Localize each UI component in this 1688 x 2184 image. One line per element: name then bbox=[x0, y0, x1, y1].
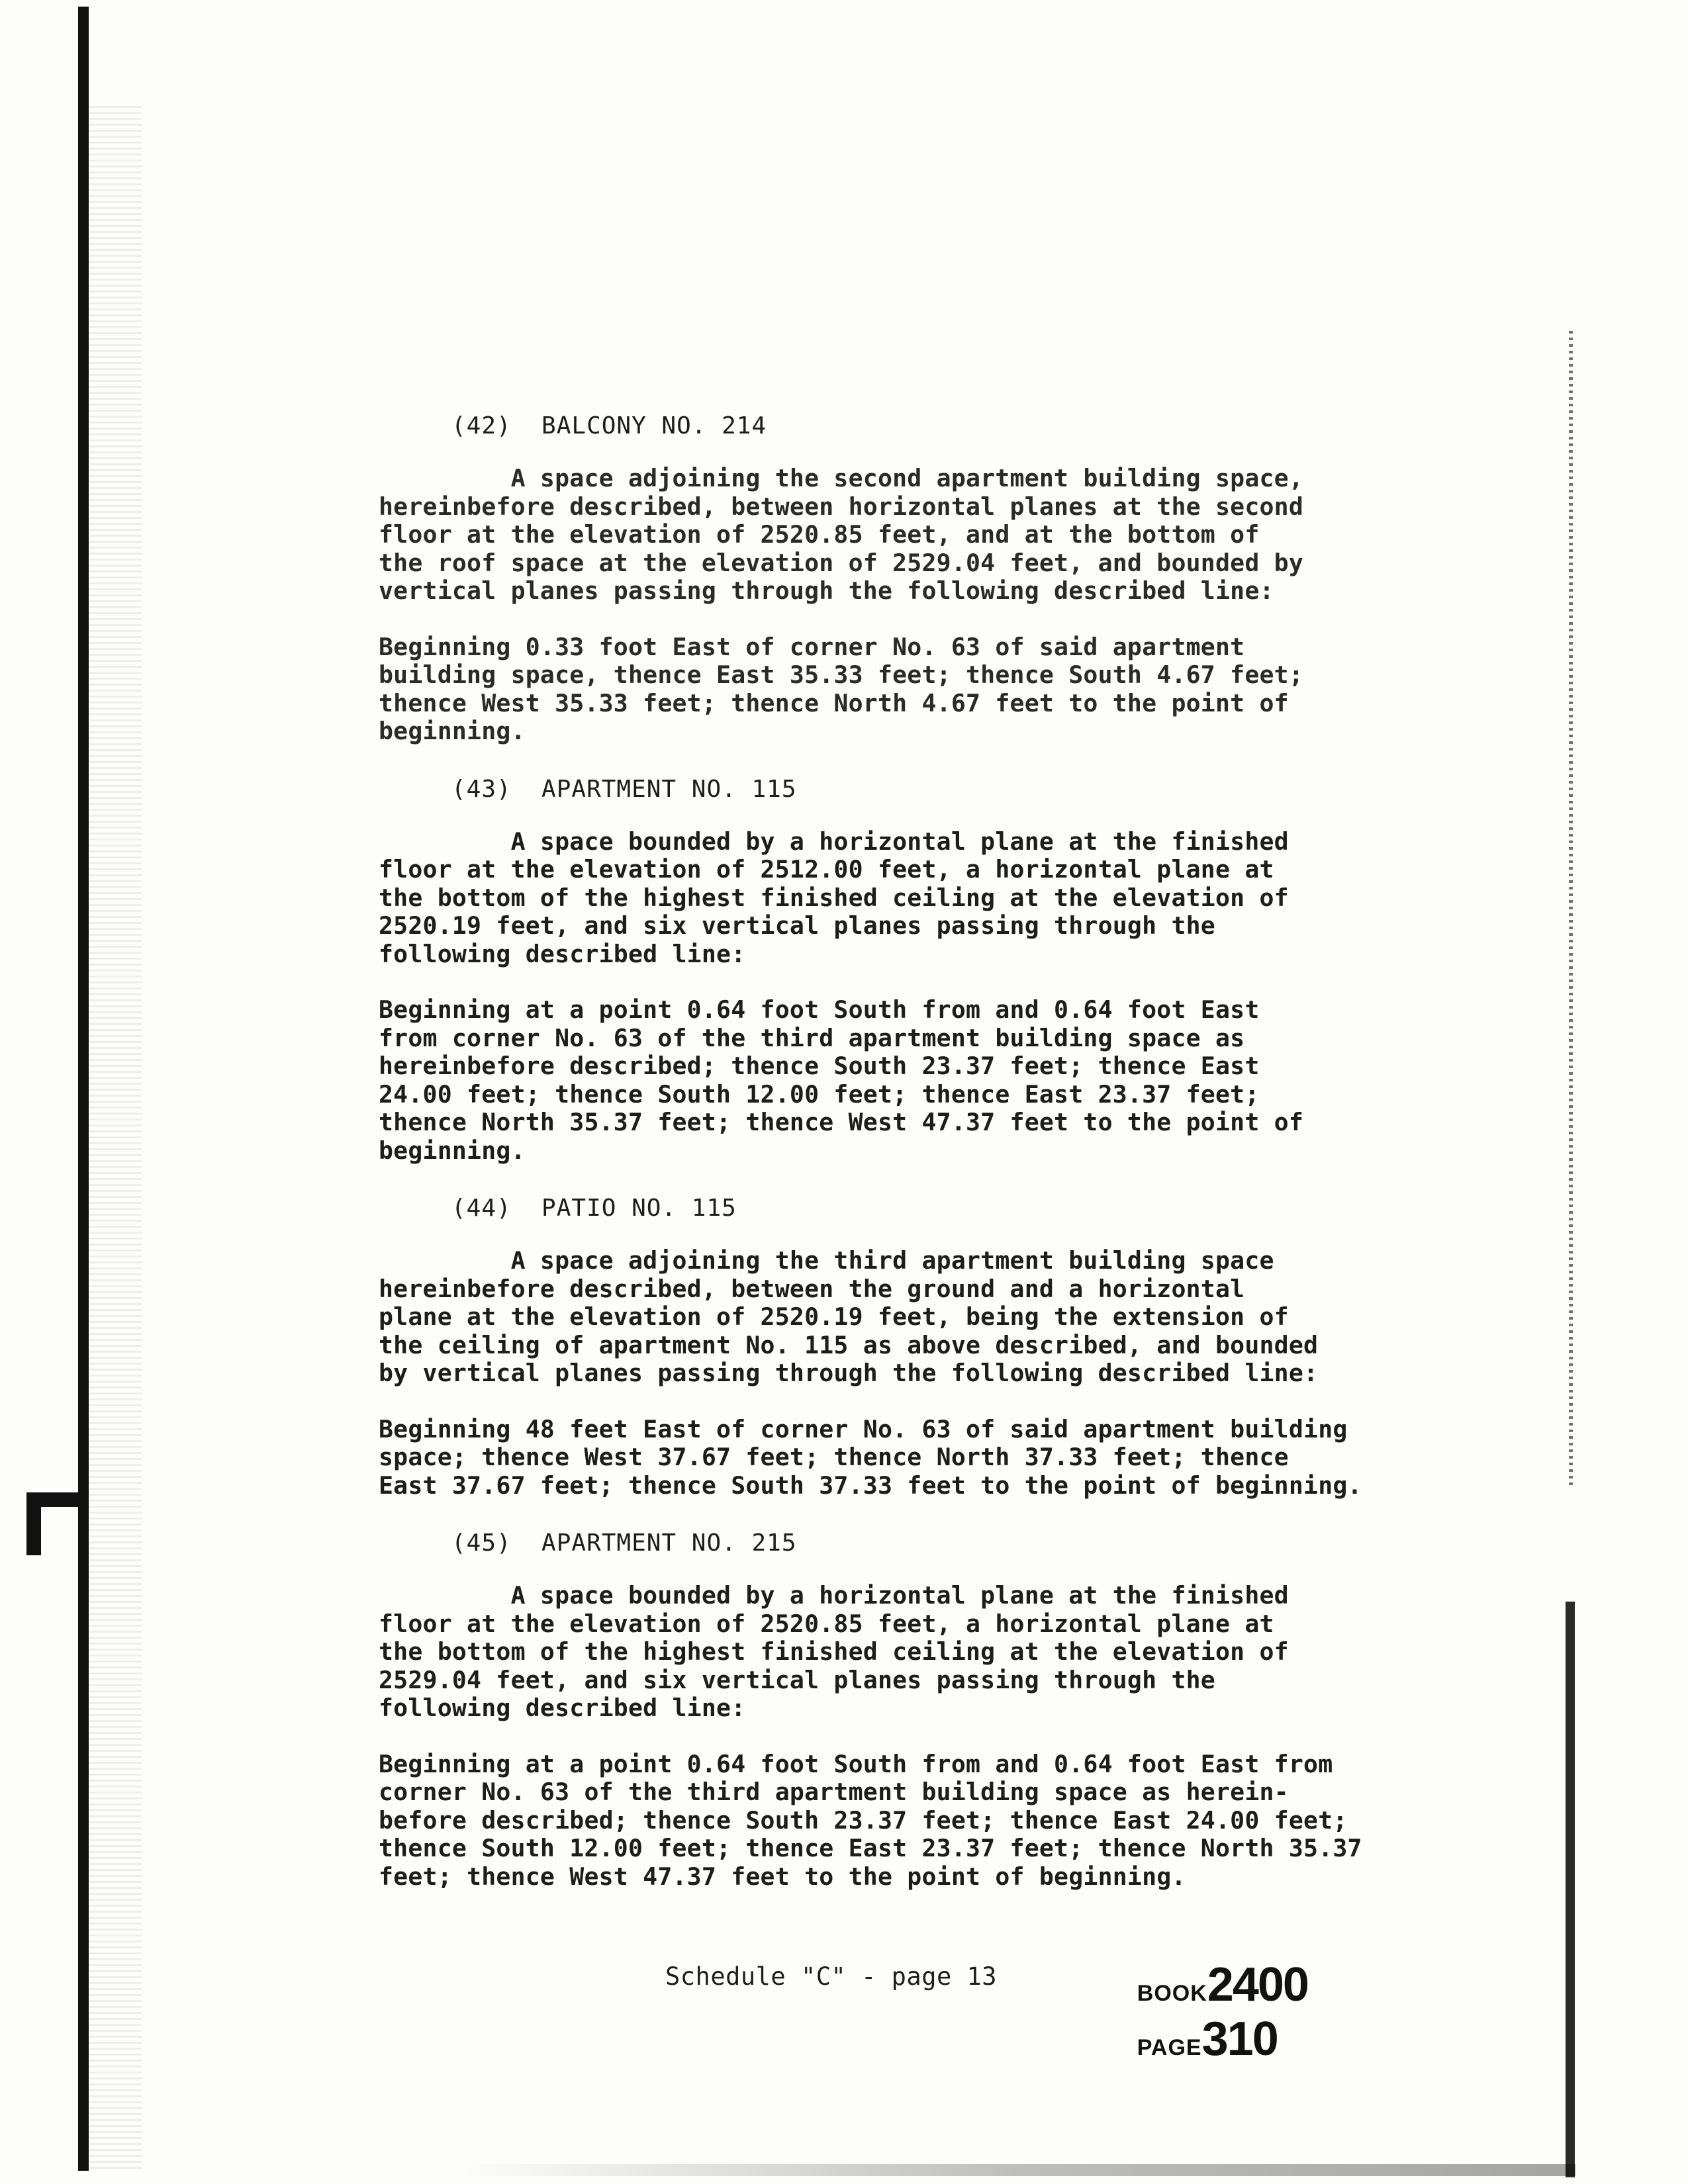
scan-smudge bbox=[463, 2164, 1575, 2176]
section-heading: (45) APARTMENT NO. 215 bbox=[451, 1529, 797, 1557]
scan-edge bbox=[1566, 1602, 1575, 2177]
section-boundary: Beginning at a point 0.64 foot South from and 0.64 foot East from corner No. 63 of the third apartment building space as herein- before described; thence South 23.37 feet; thence East 24.00 feet; thence South 12.00 feet; thence East 23.37 feet; thence North 35.37 feet; thence West 47.37 feet to the point of beginning. bbox=[379, 1749, 1362, 1891]
clip-mark bbox=[26, 1492, 41, 1555]
book-number: 2400 bbox=[1207, 1958, 1308, 2011]
section-boundary: Beginning at a point 0.64 foot South from and 0.64 foot East from corner No. 63 of the third apartment building space as hereinbefore described; thence South 23.37 feet; thence East 24.00 feet; thence South 12.00 feet; thence East 23.37 feet; thence North 35.37 feet; thence West 47.37 feet to the point of beginning. bbox=[379, 995, 1304, 1165]
section-heading: (44) PATIO NO. 115 bbox=[451, 1195, 737, 1222]
section-description: A space bounded by a horizontal plane at the finished floor at the elevation of 2520.85 feet, a horizontal plane at the bottom of the highest finished ceiling at the elevation of 2529.04 feet, and six vertical planes passing through the following described line: bbox=[379, 1581, 1289, 1722]
section-description: A space bounded by a horizontal plane at the finished floor at the elevation of 2512.00 feet, a horizontal plane at the bottom of the highest finished ceiling at the elevation of 2520.19 feet, and six vertical planes passing through the following described line: bbox=[379, 827, 1289, 968]
book-page-stamp bbox=[1125, 1946, 1308, 2078]
book-label: BOOK bbox=[1137, 1981, 1207, 2006]
section-heading: (43) APARTMENT NO. 115 bbox=[451, 775, 797, 803]
section-boundary: Beginning 0.33 foot East of corner No. 63 of said apartment building space, thence East 35.33 feet; thence South 4.67 feet; thence West 35.33 feet; thence North 4.67 feet to the point of beginning. bbox=[379, 632, 1304, 745]
section-boundary: Beginning 48 feet East of corner No. 63 of said apartment building space; thence West 37.67 feet; thence North 37.33 feet; thence East 37.67 feet; thence South 37.33 feet to the point of beginning. bbox=[379, 1414, 1362, 1500]
binding-edge bbox=[78, 7, 89, 2171]
page-footer: Schedule "C" - page 13 bbox=[665, 1962, 998, 1991]
page-label: PAGE bbox=[1137, 2035, 1202, 2060]
section-description: A space adjoining the second apartment building space, hereinbefore described, between horizontal planes at the second floor at the elevation of 2520.85 feet, and at the bottom of the roof space at the elevation of 2529.04 feet, and bounded by vertical planes passing through the following described line: bbox=[379, 464, 1304, 605]
scan-shadow bbox=[89, 106, 142, 2171]
page-number: 310 bbox=[1201, 2013, 1278, 2066]
section-heading: (42) BALCONY NO. 214 bbox=[451, 412, 767, 439]
scan-edge bbox=[1569, 331, 1573, 1489]
schedule-body bbox=[379, 410, 1517, 1919]
section-description: A space adjoining the third apartment building space hereinbefore described, between the ground and a horizontal plane at the elevation of 2520.19 feet, being the extension of the ceiling of apartment No. 115 as above described, and bounded by vertical planes passing through the following described line: bbox=[379, 1246, 1319, 1387]
